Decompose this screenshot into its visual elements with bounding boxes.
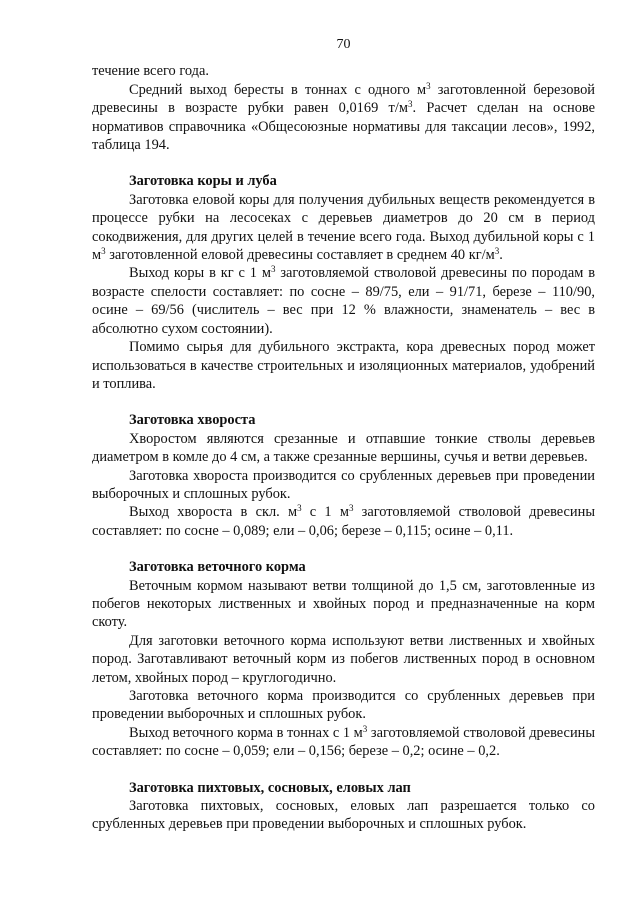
paragraph: Средний выход бересты в тоннах с одного $м^3$ заготовленной березовой древесины в возрасте рубки равен 0,0169 $т/м^3$. Расчет сделан на основе нормативов справочника «Общесоюзные нормативы для таксации лесов», 1992, таблица 194. [92,80,595,154]
paragraph: Заготовка веточного корма производится со срубленных деревьев при проведении выборочных и сплошных рубок. [92,688,595,723]
document-body [92,62,595,833]
section-spacer [92,761,595,779]
paragraph: течение всего года. [92,63,209,80]
section-heading: Заготовка веточного корма [129,559,306,576]
paragraph: Выход коры в кг с 1 $м^3$ заготовляемой стволовой древесины по породам в возрасте спелости составляет: по сосне – 89/75, ели – 91/71, березе – 110/90, осине – 69/56 (числитель – вес при 12 % влажности, знаменатель – вес в абсолютно сухом состоянии). [92,264,595,337]
section-spacer [92,154,595,172]
section-heading: Заготовка пихтовых, сосновых, еловых лап [129,779,411,796]
document-page [92,36,595,834]
page-number: 70 [336,37,351,52]
section-heading: Заготовка коры и луба [129,173,277,190]
paragraph: Заготовка хвороста производится со срубленных деревьев при проведении выборочных и сплошных рубок. [92,467,595,502]
paragraph: Хворостом являются срезанные и отпавшие тонкие стволы деревьев диаметром в комле до 4 см, а также срезанные вершины, сучья и ветви деревьев. [92,430,595,466]
section-spacer [92,540,595,558]
paragraph: Заготовка пихтовых, сосновых, еловых лап разрешается только со срубленных деревьев при проведении выборочных и сплошных рубок. [92,798,595,833]
section-spacer [92,393,595,411]
section-heading: Заготовка хвороста [129,412,256,429]
paragraph: Выход веточного корма в тоннах с 1 $м^3$ заготовляемой стволовой древесины составляет: по сосне – 0,059; ели – 0,156; березе – 0,2; осине – 0,2. [92,723,596,760]
paragraph: Веточным кормом называют ветви толщиной до 1,5 см, заготовленные из побегов некоторых лиственных и хвойных пород и предназначенные на корм скоту. [92,577,595,631]
paragraph: Выход хвороста в скл. $м^3$ с 1 $м^3$ заготовляемой стволовой древесины составляет: по сосне – 0,089; ели – 0,06; березе – 0,115; осине – 0,11. [92,503,595,539]
paragraph: Заготовка еловой коры для получения дубильных веществ рекомендуется в процессе рубки на лесосеках с деревьев диаметров до 20 см в период сокодвижения, для других целей в течение всего года. Выход дубильной коры с 1 $м^3$ заготовленной еловой древесины составляет в среднем 40 $кг/м^3$. [92,191,595,264]
paragraph: Помимо сырья для дубильного экстракта, кора древесных пород может использоваться в качестве строительных и изоляционных материалов, удобрений и топлива. [92,339,595,392]
paragraph: Для заготовки веточного корма используют ветви лиственных и хвойных пород. Заготавливают веточный корм из побегов лиственных пород в основном летом, хвойных пород – круглогодично. [92,632,595,686]
